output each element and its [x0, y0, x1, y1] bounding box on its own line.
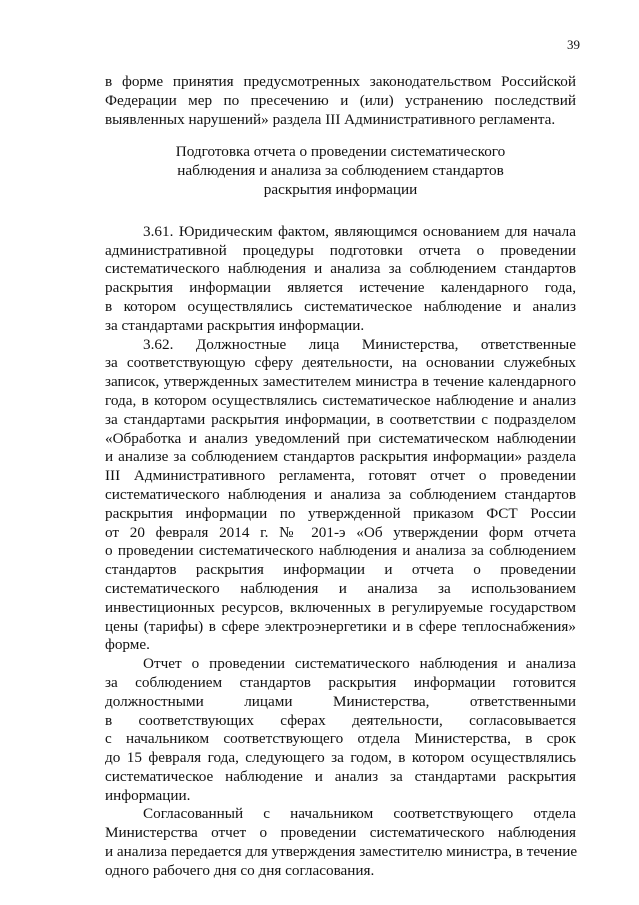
heading-line: наблюдения и анализа за соблюдением стандартов [177, 162, 504, 180]
text-line: стандартов раскрытия информации и отчета о проведении [105, 561, 576, 579]
text-line: инвестиционных ресурсов, включенных в регулируемые государством [105, 598, 576, 616]
text-line: административной процедуры подготовки отчета о проведении [105, 241, 576, 259]
text-line: записок, утвержденных заместителем министра в течение календарного [105, 373, 576, 391]
text-line: Отчет о проведении систематического наблюдения и анализа [143, 655, 576, 673]
paragraph-approval [105, 805, 576, 880]
text-line: Федерации мер по пресечению и (или) устранению последствий [105, 91, 576, 109]
continuation-paragraph [105, 73, 576, 129]
text-line: до 15 февраля года, следующего за годом, в котором осуществлялись [105, 749, 576, 767]
text-line: в форме принятия предусмотренных законодательством Российской [105, 73, 576, 90]
page-number: 39 [567, 37, 580, 52]
text-line: Министерства отчет о проведении систематического наблюдения [105, 824, 576, 842]
text-line: раскрытия информации является истечение календарного года, [105, 279, 576, 297]
text-line: Согласованный с начальником соответствующего отдела [143, 805, 576, 823]
text-line: с начальником соответствующего отдела Министерства, в срок [105, 730, 576, 748]
heading-line: Подготовка отчета о проведении систематического [175, 143, 506, 161]
document-body [105, 73, 576, 881]
heading-line: раскрытия информации [263, 180, 418, 198]
text-line: 3.61. Юридическим фактом, являющимся основанием для начала [143, 222, 576, 240]
text-line: и анализе за соблюдением стандартов раскрытия информации» раздела [105, 448, 576, 466]
text-line: систематического наблюдения и анализа за соблюдением стандартов [105, 485, 576, 503]
text-line: «Обработка и анализ уведомлений при систематическом наблюдении [105, 429, 576, 447]
text-line: цены (тарифы) в сфере электроэнергетики и в сфере теплоснабжения» [105, 617, 576, 635]
text-line: информации. [105, 786, 191, 804]
text-line: систематического наблюдения и анализа за соблюдением стандартов [105, 260, 576, 278]
text-line: форме. [105, 636, 150, 654]
text-line: 3.62. Должностные лица Министерства, ответственные [143, 335, 576, 353]
text-line: за стандартами раскрытия информации, в соответствии с подразделом [105, 410, 576, 428]
text-line: за соблюдением стандартов раскрытия информации готовится [105, 673, 576, 691]
text-line: одного рабочего дня со дня согласования. [105, 861, 375, 879]
text-line: должностными лицами Министерства, ответственными [105, 692, 576, 710]
section-heading [105, 143, 576, 199]
paragraph-3-61 [105, 223, 576, 336]
text-line: от 20 февраля 2014 г. № 201-э «Об утверждении форм отчета [105, 523, 576, 541]
text-line: за соответствующую сферу деятельности, на основании служебных [105, 354, 576, 372]
text-line: в котором осуществлялись систематическое наблюдение и анализ [105, 297, 576, 315]
paragraph-3-62 [105, 336, 576, 656]
text-line: в соответствующих сферах деятельности, согласовывается [105, 711, 576, 729]
text-line: года, в котором осуществлялись систематическое наблюдение и анализ [105, 391, 576, 409]
text-line: выявленных нарушений» раздела III Административного регламента. [105, 110, 556, 128]
text-line: и анализа передается для утверждения заместителю министра, в течение [105, 843, 578, 861]
text-line: систематического наблюдения и анализа за использованием [105, 579, 576, 597]
text-line: за стандартами раскрытия информации. [105, 316, 365, 334]
text-line: III Административного регламента, готовят отчет о проведении [105, 467, 576, 485]
text-line: раскрытия информации по утвержденной приказом ФСТ России [105, 504, 576, 522]
paragraph-report [105, 655, 576, 805]
text-line: о проведении систематического наблюдения и анализа за соблюдением [105, 542, 576, 560]
text-line: систематическое наблюдение и анализ за стандартами раскрытия [105, 767, 576, 785]
